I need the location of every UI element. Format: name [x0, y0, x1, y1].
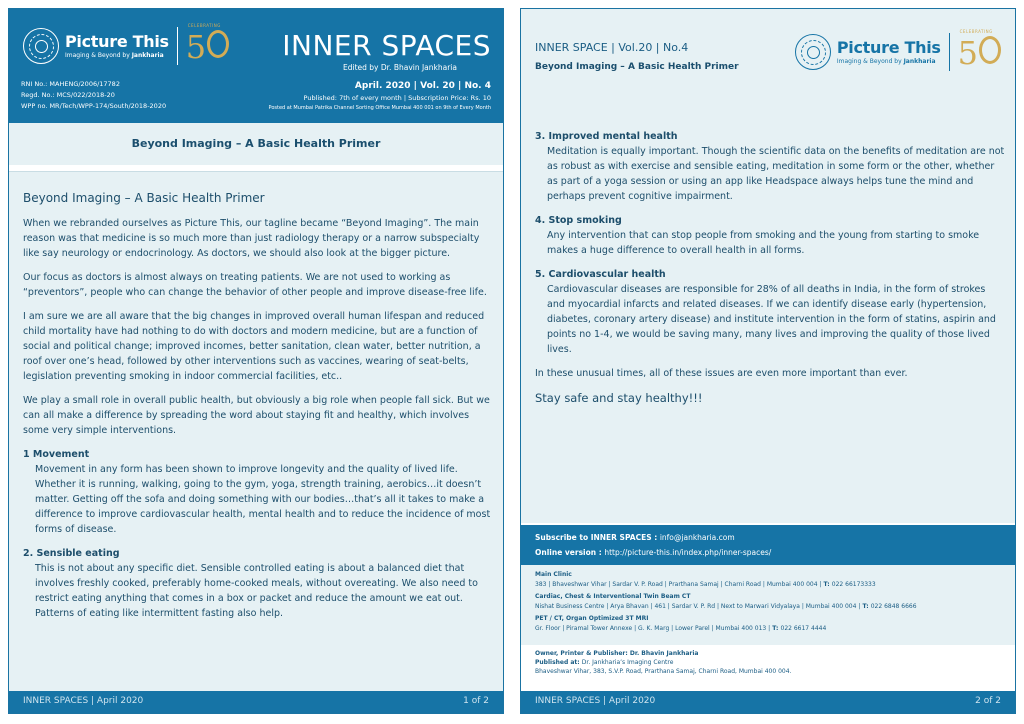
- page-subheading: Beyond Imaging – A Basic Health Primer: [535, 62, 739, 72]
- list-item-text: Any intervention that can stop people from smoking and the young from starting to smoke makes a huge difference to overall health in all forms.: [547, 230, 980, 256]
- paragraph: Our focus as doctors is almost always on treating patients. We are not used to working as “preventors”, people who can change the behavior of other people and improve disease-free life.: [23, 272, 487, 298]
- clinic-heading: PET / CT, Organ Optimized 3T MRI: [535, 615, 649, 622]
- list-item: [535, 267, 1005, 357]
- page-subheading: Beyond Imaging – A Basic Health Primer: [9, 123, 503, 165]
- anniversary-50-logo: CELEBRATING 5: [186, 30, 229, 63]
- published-at-line: Published at: Dr. Jankharia’s Imaging Centre: [535, 659, 674, 666]
- list-item-text: Cardiovascular diseases are responsible for 28% of all deaths in India, in the form of strokes and myocardial infarcts and related diseases. If we can identify disease early (hypertension, diabetes, coronary artery disease) and institute intervention in the form of statins, aspirin and points no 1-4, we would be saving many, many lives and improving the quality of those lived lives.: [547, 284, 996, 355]
- brand-tagline: Imaging & Beyond by Jankharia: [836, 57, 936, 65]
- list-item-title: 2. Sensible eating: [23, 548, 120, 559]
- publisher-address: Bhaveshwar Vihar, 383, S.V.P. Road, Prarthana Samaj, Charni Road, Mumbai 400 004.: [535, 668, 792, 675]
- closing-paragraph: In these unusual times, all of these issues are even more important than ever.: [535, 368, 908, 379]
- clinic-heading: Main Clinic: [535, 571, 572, 578]
- clinic-address: Nishat Business Centre | Arya Bhavan | 461 | Sardar V. P. Rd | Next to Marwari Vidyalaya | Mumbai 400 004 | T: 022 6848 6666: [535, 602, 917, 610]
- list-item-title: 1 Movement: [23, 449, 90, 460]
- logo-emblem-icon: [795, 34, 831, 70]
- page-number: 1 of 2: [463, 696, 489, 706]
- subscribe-band: [521, 525, 1015, 565]
- clinic-contacts: [521, 565, 1015, 645]
- masthead: [9, 9, 503, 123]
- list-item-title: 3. Improved mental health: [535, 131, 678, 142]
- list-item-title: 4. Stop smoking: [535, 215, 622, 226]
- page-number: 2 of 2: [975, 696, 1001, 706]
- article-body: [535, 129, 1005, 415]
- paragraph: I am sure we are all aware that the big changes in improved overall human lifespan and reduced child mortality have had nothing to do with doctors and modern medicine, but are a function of social and political change; improved incomes, better sanitation, clean water, better nutrition, a roof over one’s head, followed by other interventions such as vaccines, wearing of seat-belts, legislation preventing smoking in indoor commercial facilities, etc..: [23, 311, 485, 382]
- footer-title: INNER SPACES | April 2020: [535, 696, 656, 706]
- list-item-title: 5. Cardiovascular health: [535, 269, 666, 280]
- signoff: Stay safe and stay healthy!!!: [535, 391, 703, 405]
- subscribe-email-link[interactable]: info@jankharia.com: [659, 533, 735, 542]
- owner-line: Owner, Printer & Publisher: Dr. Bhavin Jankharia: [535, 650, 699, 657]
- brand-logo: [23, 22, 229, 66]
- series-info: INNER SPACE | Vol.20 | No.4: [535, 41, 689, 54]
- footer-title: INNER SPACES | April 2020: [23, 696, 144, 706]
- list-item: [535, 213, 1005, 258]
- publisher-info: [521, 649, 1015, 676]
- subscribe-line: Subscribe to INNER SPACES : info@jankharia.com: [535, 533, 735, 542]
- newsletter-title: INNER SPACES: [282, 29, 491, 62]
- list-item-text: This is not about any specific diet. Sensible controlled eating is about a balanced diet that involves freshly cooked, preferably home-cooked meals, without overeating. We also need to restrict eating anything that comes in a box or packet and reduce the amount we eat out. Patterns of eating like intermittent fasting also help.: [35, 563, 478, 619]
- brand-name: Picture This: [65, 31, 169, 51]
- clinic-address: 383 | Bhaveshwar Vihar | Sardar V. P. Road | Prarthana Samaj | Charni Road | Mumbai 400 004 | T: 022 66173333: [535, 580, 876, 588]
- list-item: [535, 129, 1005, 204]
- list-item-text: Movement in any form has been shown to improve longevity and the quality of lived life. Whether it is running, walking, going to the gym, yoga, strength training, aerobics…it doesn’t matter. Getting off the sofa and doing something with our bodies…that’s all it takes to make a difference to improve cardiovascular health, mental health and to reduce the incidence of most forms of disease.: [35, 464, 491, 535]
- brand-logo: [795, 28, 1001, 72]
- paragraph: We play a small role in overall public health, but obviously a big role when people fall sick. But we can all make a difference by spreading the word about staying fit and healthy, which involves some very simple interventions.: [23, 395, 490, 436]
- newsletter-page-1: [8, 8, 504, 714]
- newsletter-page-2: [520, 8, 1016, 714]
- page-footer: [9, 691, 503, 713]
- clinic-address: Gr. Floor | Piramal Tower Annexe | G. K. Marg | Lower Parel | Mumbai 400 013 | T: 022 6617 4444: [535, 624, 827, 632]
- list-item: [23, 447, 493, 537]
- page-footer: [521, 691, 1015, 713]
- anniversary-50-logo: CELEBRATING 5: [958, 36, 1001, 69]
- paragraph: When we rebranded ourselves as Picture This, our tagline became “Beyond Imaging”. The main reason was that medicine is so much more than just radiology therapy or a narrow subspecialty like say neurology or endocrinology. As doctors, we should also look at the bigger picture.: [23, 218, 480, 259]
- editor-credit: Edited by Dr. Bhavin Jankharia: [343, 63, 457, 72]
- issue-info: April. 2020 | Vol. 20 | No. 4 Published: 7th of every month | Subscription Price: Rs. 10 Posted at Mumbai Patrika Channel Sorting Office Mumbai 400 001 on 9th of Every Month: [268, 81, 491, 111]
- logo-emblem-icon: [23, 28, 59, 64]
- article-heading: Beyond Imaging – A Basic Health Primer: [23, 191, 265, 205]
- list-item: [23, 546, 493, 621]
- online-version-link[interactable]: http://picture-this.in/index.php/inner-spaces/: [604, 548, 772, 557]
- article-body: [23, 191, 493, 630]
- list-item-text: Meditation is equally important. Though the scientific data on the benefits of meditation are not as robust as with exercise and sensible eating, meditation in some form or the other, whether as part of a yoga session or using an app like Headspace always helps tune the mind and perhaps prevent cognitive impairment.: [547, 146, 1005, 202]
- brand-tagline: Imaging & Beyond by Jankharia: [65, 51, 164, 59]
- online-line: Online version : http://picture-this.in/index.php/inner-spaces/: [535, 548, 772, 557]
- brand-name: Picture This: [836, 37, 941, 57]
- page-header: [521, 9, 1015, 123]
- clinic-heading: Cardiac, Chest & Interventional Twin Beam CT: [535, 593, 691, 600]
- registration-info: RNI No.: MAHENG/2006/17782 Regd. No.: MCS/022/2018-20 WPP no. MR/Tech/WPP-174/South/2018-2020: [21, 80, 167, 110]
